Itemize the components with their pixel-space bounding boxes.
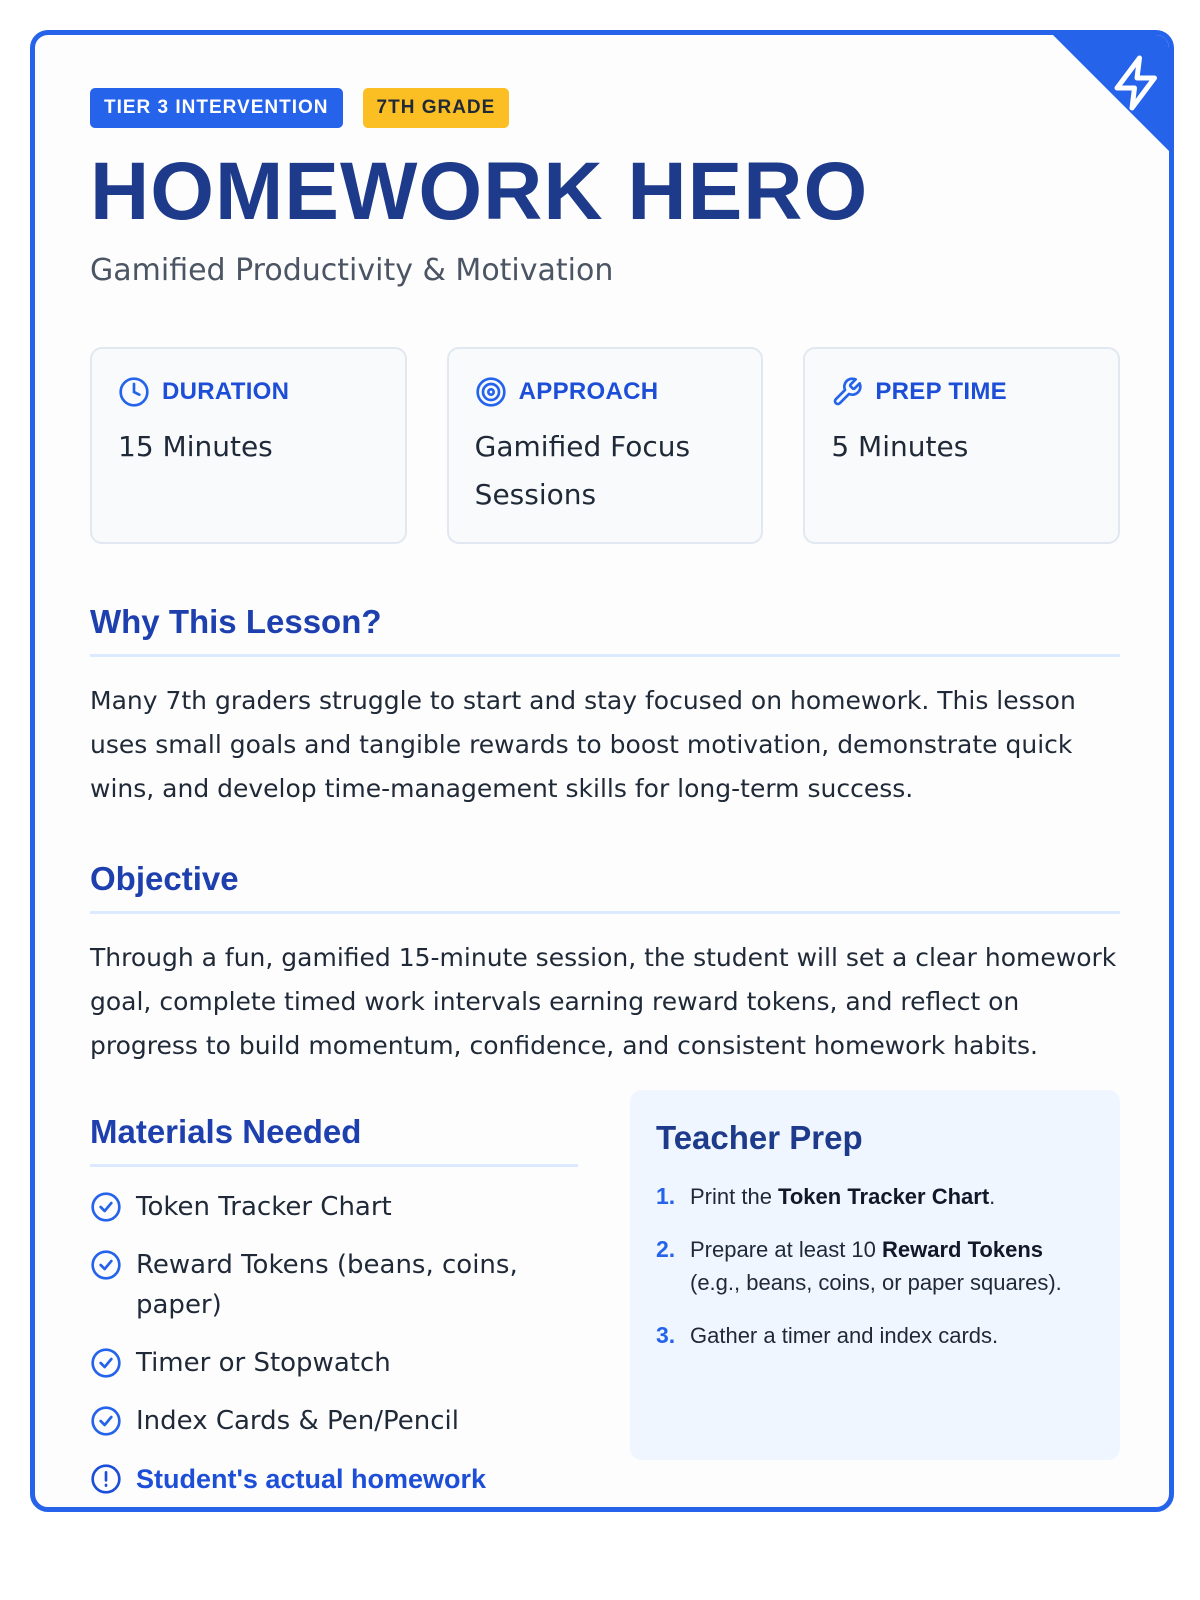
stats-row <box>90 347 1120 544</box>
teacher-prep-list <box>656 1180 1094 1352</box>
check-circle-icon <box>90 1191 122 1223</box>
clock-icon <box>118 376 150 408</box>
list-item <box>656 1319 1094 1352</box>
page-subtitle: Gamified Productivity & Motivation <box>90 253 614 288</box>
stat-value: 5 Minutes <box>831 430 969 463</box>
materials-heading: Materials Needed <box>90 1112 578 1167</box>
material-label: Student's actual homework <box>136 1464 486 1494</box>
alert-circle-icon <box>90 1463 122 1495</box>
list-item-alert <box>90 1459 578 1499</box>
step-text: Gather a timer and index cards. <box>690 1323 999 1348</box>
stat-card-prep-time <box>803 347 1120 544</box>
teacher-prep-box <box>630 1090 1120 1460</box>
check-circle-icon <box>90 1347 122 1379</box>
step-number: 1. <box>656 1183 676 1209</box>
stat-label: DURATION <box>162 378 290 405</box>
page-title: HOMEWORK HERO <box>90 146 869 237</box>
material-label: Token Tracker Chart <box>136 1192 392 1222</box>
badge-row <box>90 88 1120 128</box>
wrench-icon <box>831 376 863 408</box>
teacher-prep-heading: Teacher Prep <box>656 1119 863 1156</box>
material-label: Reward Tokens (beans, coins, paper) <box>136 1250 518 1320</box>
step-text: Prepare at least 10 Reward Tokens (e.g., beans, coins, or paper squares). <box>690 1237 1062 1295</box>
list-item <box>90 1245 578 1325</box>
step-text: Print the Token Tracker Chart. <box>690 1184 996 1209</box>
list-item <box>656 1180 1094 1213</box>
why-heading: Why This Lesson? <box>90 602 1120 657</box>
list-item <box>90 1343 578 1383</box>
list-item <box>656 1233 1094 1299</box>
stat-value: 15 Minutes <box>118 430 273 463</box>
step-number: 3. <box>656 1322 676 1348</box>
objective-text: Through a fun, gamified 15-minute session, the student will set a clear homework goal, complete timed work intervals earning reward tokens, and reflect on progress to build momentum, confidence, and consistent homework habits. <box>90 943 1117 1060</box>
target-icon <box>475 376 507 408</box>
check-circle-icon <box>90 1249 122 1281</box>
stat-value: Gamified Focus Sessions <box>474 430 691 511</box>
objective-section <box>90 859 1120 1068</box>
check-circle-icon <box>90 1405 122 1437</box>
list-item <box>90 1187 578 1227</box>
lesson-card <box>30 30 1174 1512</box>
why-text: Many 7th graders struggle to start and stay focused on homework. This lesson uses small goals and tangible rewards to boost motivation, demonstrate quick wins, and develop time-management skills for long-term success. <box>90 686 1076 803</box>
material-label: Index Cards & Pen/Pencil <box>136 1406 459 1436</box>
tier-badge: TIER 3 INTERVENTION <box>90 88 343 128</box>
materials-section <box>90 1112 578 1512</box>
materials-list <box>90 1187 578 1499</box>
stat-card-duration <box>90 347 407 544</box>
material-label: Timer or Stopwatch <box>136 1348 391 1378</box>
stat-label: APPROACH <box>518 378 659 405</box>
why-section <box>90 602 1120 811</box>
list-item <box>90 1401 578 1441</box>
stat-card-approach <box>447 347 764 544</box>
stat-label: PREP TIME <box>875 378 1007 405</box>
grade-badge: 7TH GRADE <box>363 88 510 128</box>
step-number: 2. <box>656 1236 676 1262</box>
objective-heading: Objective <box>90 859 1120 914</box>
